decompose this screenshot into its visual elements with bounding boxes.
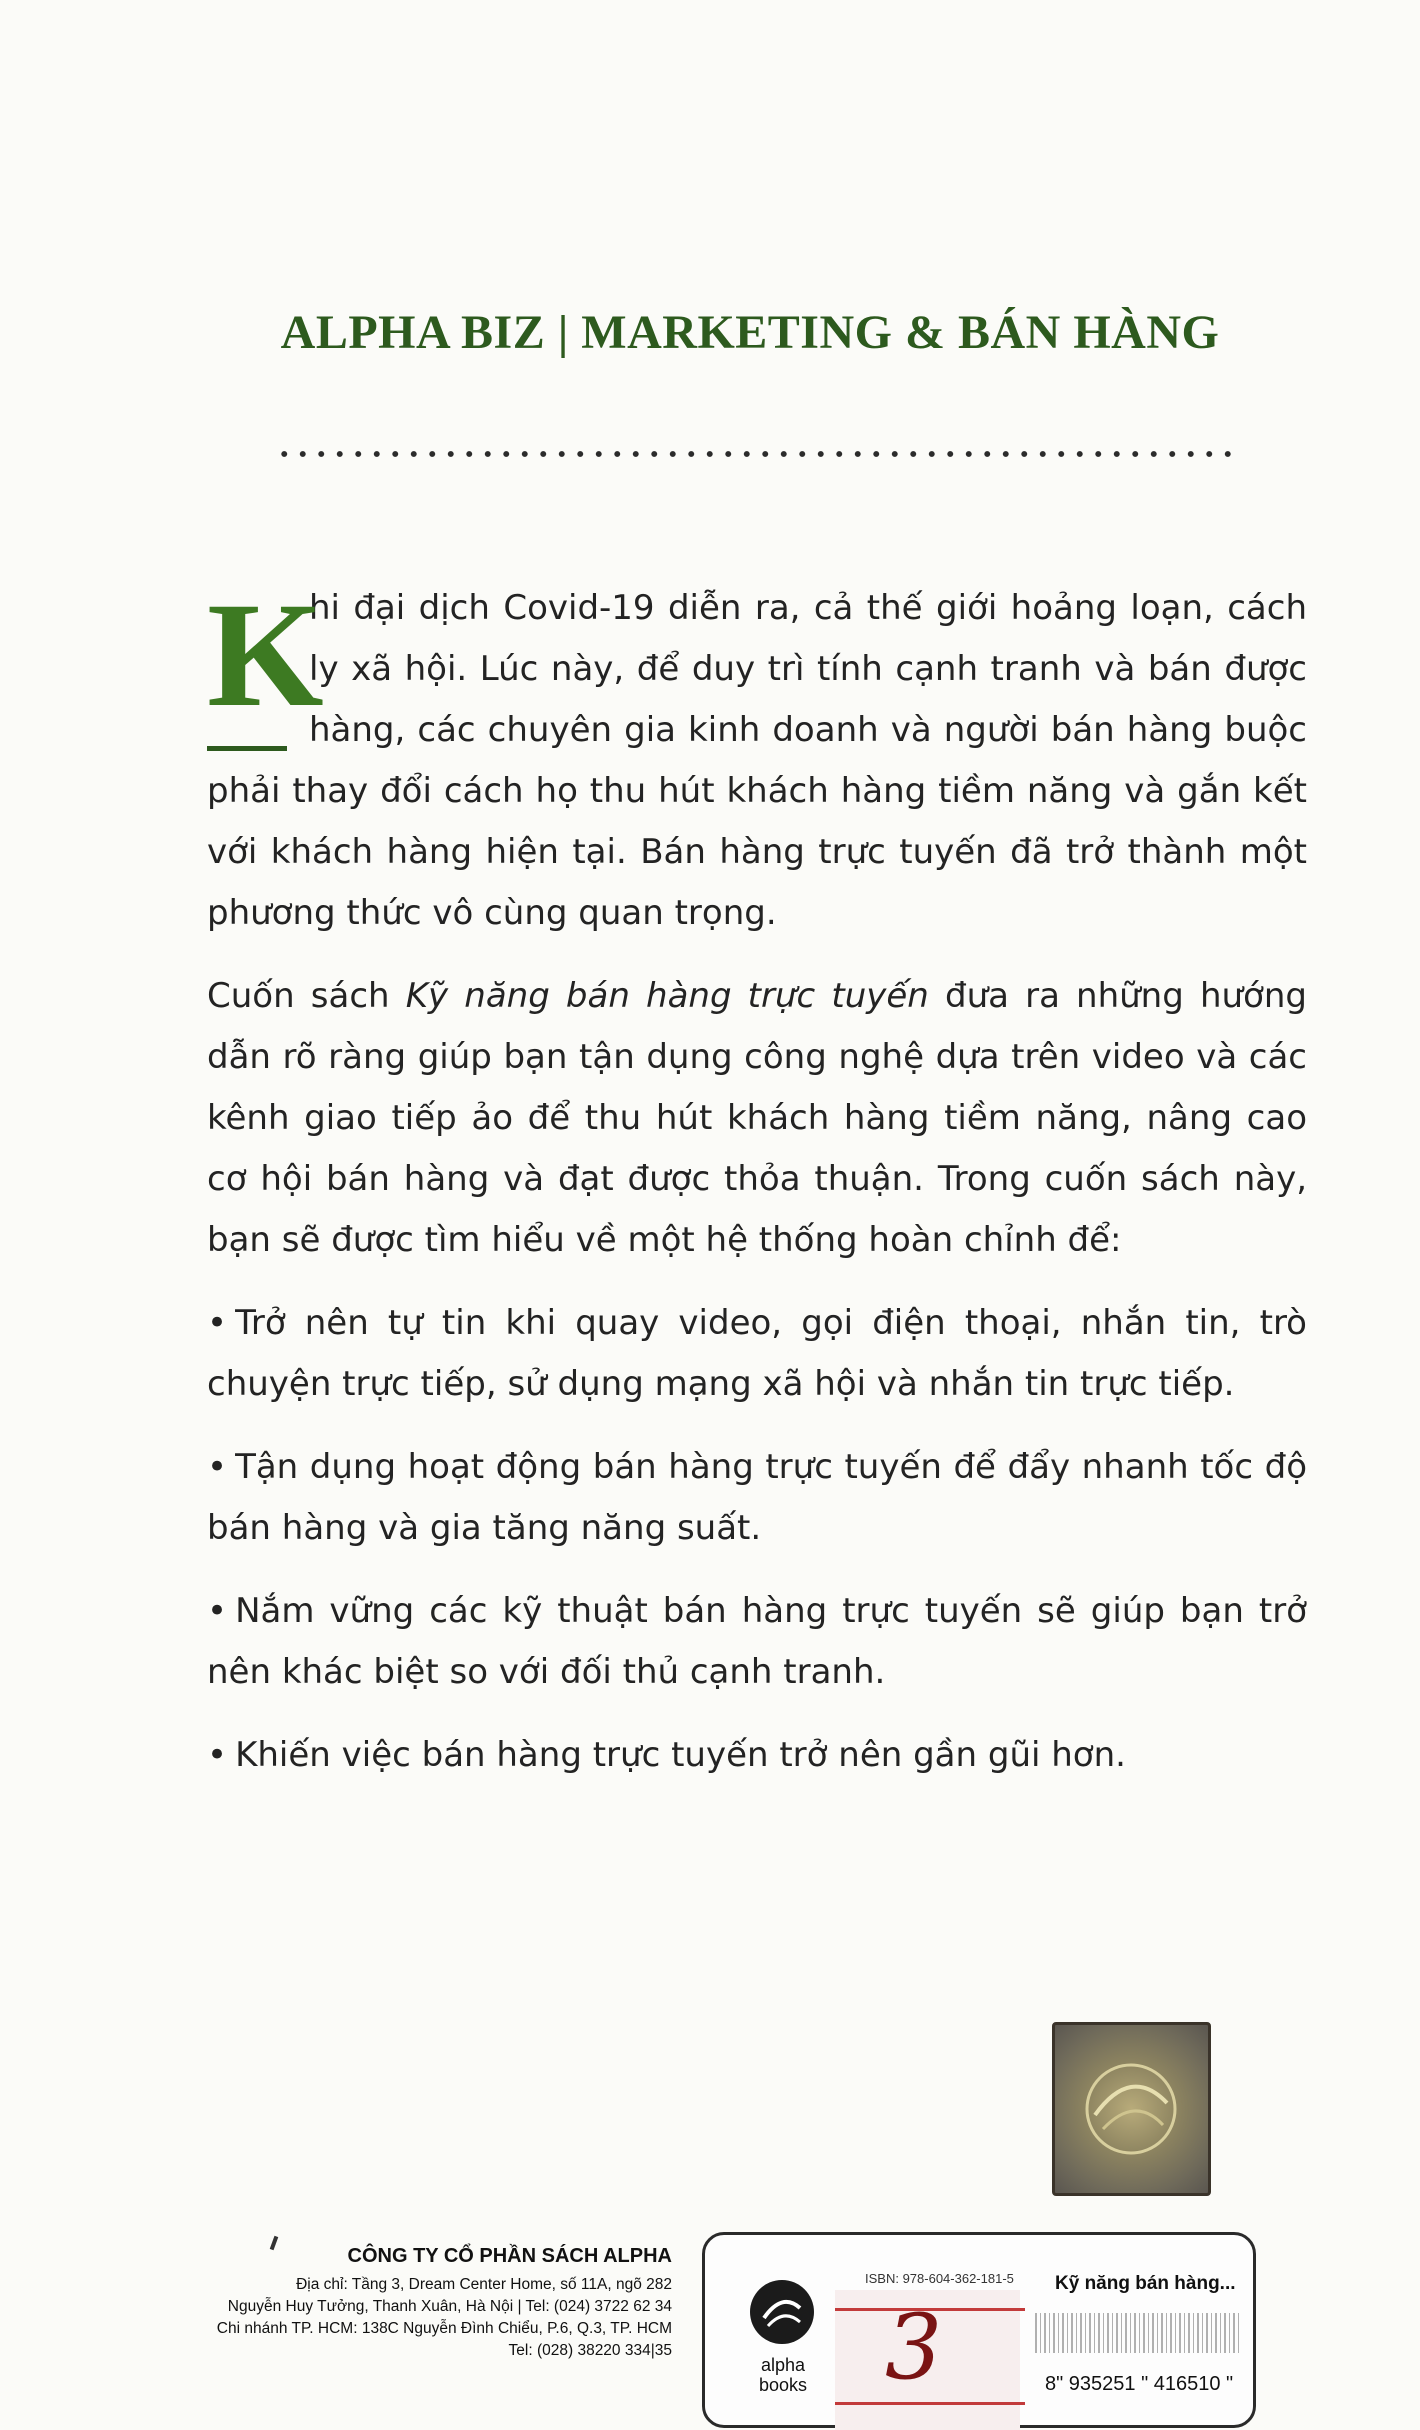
sticker-number: 3 xyxy=(885,2295,943,2400)
paragraph-2-lead: Cuốn sách xyxy=(207,976,406,1016)
alpha-books-logo-icon xyxy=(750,2280,814,2344)
book-title-italic: Kỹ năng bán hàng trực tuyến xyxy=(405,976,929,1016)
barcode-book-title: Kỹ năng bán hàng... xyxy=(1055,2273,1236,2294)
bullet-item xyxy=(207,1581,1307,1703)
intro-paragraph-1 xyxy=(207,572,1307,944)
bullet-text: Trở nên tự tin khi quay video, gọi điện thoại, nhắn tin, trò chuyện trực tiếp, sử dụng mạng xã hội và nhắn tin trực tiếp. xyxy=(207,1303,1307,1404)
intro-paragraph-2 xyxy=(207,966,1307,1271)
hologram-emblem-icon xyxy=(1055,2025,1208,2193)
drop-cap-underline xyxy=(207,746,287,751)
publisher-info xyxy=(200,2245,672,2362)
publisher-address: Địa chỉ: Tầng 3, Dream Center Home, số 11A, ngõ 282 xyxy=(296,2276,672,2293)
bullet-item xyxy=(207,1725,1307,1786)
intro-paragraph-1-text: hi đại dịch Covid-19 diễn ra, cả thế giới hoảng loạn, cách ly xã hội. Lúc này, để duy trì tính cạnh tranh và bán được hàng, các chuyên gia kinh doanh và người bán hàng buộc phải thay đổi cách họ thu hút khách hàng tiềm năng và gắn kết với khách hàng hiện tại. Bán hàng trực tuyến đã trở thành một phương thức vô cùng quan trọng. xyxy=(207,588,1307,933)
bullet-text: Tận dụng hoạt động bán hàng trực tuyến để đẩy nhanh tốc độ bán hàng và gia tăng năng suất. xyxy=(207,1447,1307,1548)
barcode-number: 8" 935251 " 416510 " xyxy=(1045,2373,1234,2395)
back-cover-text xyxy=(207,572,1307,1808)
dotted-divider xyxy=(275,448,1235,460)
isbn-text: ISBN: 978-604-362-181-5 xyxy=(865,2271,1014,2286)
logo-text-line: alpha xyxy=(760,2355,806,2375)
bullet-text: Khiến việc bán hàng trực tuyến trở nên gần gũi hơn. xyxy=(235,1735,1126,1775)
logo-text xyxy=(743,2355,823,2395)
publisher-address: Nguyễn Huy Tưởng, Thanh Xuân, Hà Nội | Tel: (024) 3722 62 34 xyxy=(227,2298,672,2315)
bullet-text: Nắm vững các kỹ thuật bán hàng trực tuyến sẽ giúp bạn trở nên khác biệt so với đối thủ cạnh tranh. xyxy=(207,1591,1307,1692)
logo-text-line: books xyxy=(758,2375,808,2395)
bullet-mark: • xyxy=(207,1591,228,1631)
bullet-mark: • xyxy=(207,1303,228,1343)
bullet-item xyxy=(207,1293,1307,1415)
bullet-mark: • xyxy=(207,1735,228,1775)
paragraph-2-rest: đưa ra những hướng dẫn rõ ràng giúp bạn tận dụng công nghệ dựa trên video và các kênh giao tiếp ảo để thu hút khách hàng tiềm năng, nâng cao cơ hội bán hàng và đạt được thỏa thuận. Trong cuốn sách này, bạn sẽ được tìm hiểu về một hệ thống hoàn chỉnh để: xyxy=(207,976,1307,1260)
sticker-line xyxy=(835,2402,1025,2405)
series-title: ALPHA BIZ | MARKETING & BÁN HÀNG xyxy=(280,306,1220,359)
bullet-item xyxy=(207,1437,1307,1559)
barcode-label xyxy=(702,2232,1256,2428)
publisher-phone: Tel: (028) 38220 334|35 xyxy=(508,2342,672,2359)
logo-swirl-icon xyxy=(750,2280,814,2344)
publisher-name: CÔNG TY CỔ PHẦN SÁCH ALPHA xyxy=(347,2245,672,2267)
drop-cap-letter: K xyxy=(207,572,324,738)
drop-cap xyxy=(207,572,324,738)
hologram-sticker xyxy=(1052,2022,1211,2196)
bullet-mark: • xyxy=(207,1447,228,1487)
barcode-bars xyxy=(1035,2313,1240,2353)
price-sticker xyxy=(835,2290,1020,2430)
publisher-branch: Chi nhánh TP. HCM: 138C Nguyễn Đình Chiểu, P.6, Q.3, TP. HCM xyxy=(216,2320,672,2337)
